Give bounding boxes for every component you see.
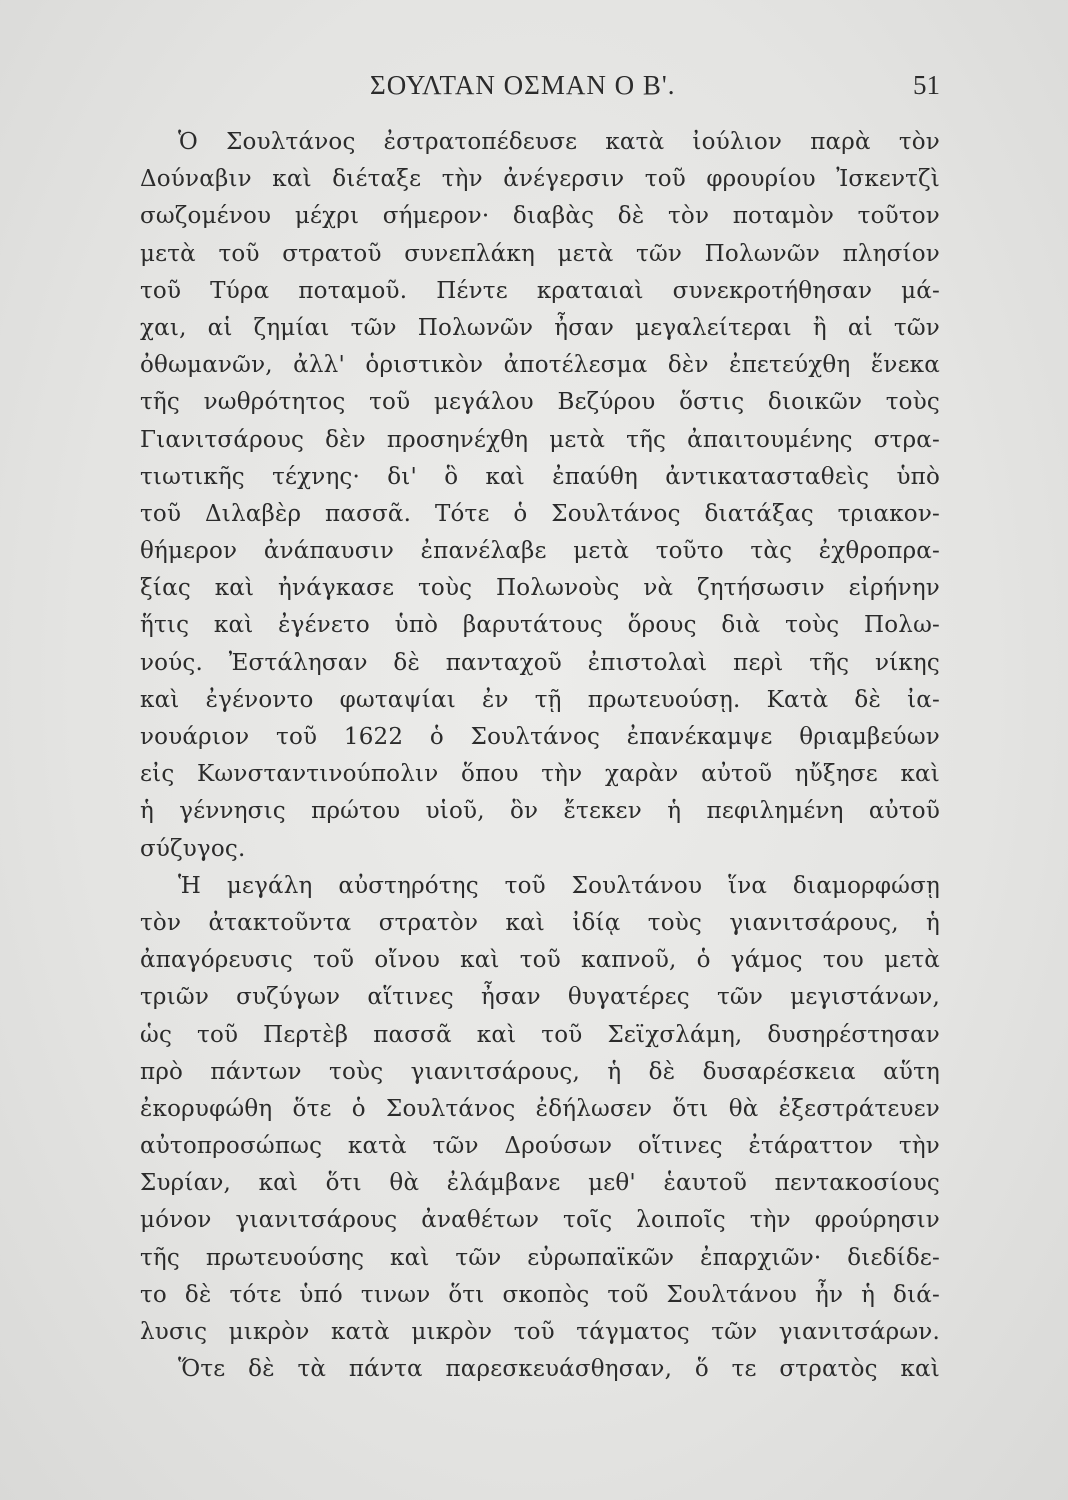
- text-line: σύζυγος.: [140, 835, 246, 862]
- text-line: Ἡ μεγάλη αὐστηρότης τοῦ Σουλτάνου ἵνα διαμορφώσῃ: [178, 872, 940, 899]
- text-line: Δούναβιν καὶ διέταξε τὴν ἀνέγερσιν τοῦ φρουρίου Ἰσκεντζὶ: [140, 166, 940, 193]
- running-title: ΣΟΥΛΤΑΝ ΟΣΜΑΝ Ο Β'.: [370, 70, 676, 100]
- text-line: θήμερον ἀνάπαυσιν ἐπανέλαβε μετὰ τοῦτο τὰς ἐχθροπρα-: [140, 538, 940, 565]
- text-line: ὀθωμανῶν, ἀλλ' ὁριστικὸν ἀποτέλεσμα δὲν ἐπετεύχθη ἕνεκα: [140, 352, 940, 379]
- text-line: ἀπαγόρευσις τοῦ οἴνου καὶ τοῦ καπνοῦ, ὁ γάμος του μετὰ: [140, 947, 940, 974]
- text-line: ἡ γέννησις πρώτου υἱοῦ, ὃν ἔτεκεν ἡ πεφιλημένη αὐτοῦ: [140, 798, 940, 825]
- text-line: πρὸ πάντων τοὺς γιανιτσάρους, ἡ δὲ δυσαρέσκεια αὕτη: [140, 1058, 940, 1085]
- text-line: Ὅτε δὲ τὰ πάντα παρεσκευάσθησαν, ὅ τε στρατὸς καὶ: [178, 1356, 940, 1383]
- text-line: τῆς πρωτευούσης καὶ τῶν εὐρωπαϊκῶν ἐπαρχιῶν· διεδίδε-: [140, 1244, 940, 1271]
- text-line: ἥτις καὶ ἐγένετο ὑπὸ βαρυτάτους ὅρους διὰ τοὺς Πολω-: [140, 612, 940, 639]
- text-line: λυσις μικρὸν κατὰ μικρὸν τοῦ τάγματος τῶν γιανιτσάρων.: [140, 1319, 940, 1345]
- text-line: εἰς Κωνσταντινούπολιν ὅπου τὴν χαρὰν αὐτοῦ ηὔξησε καὶ: [140, 761, 940, 788]
- text-line: τριῶν συζύγων αἵτινες ἦσαν θυγατέρες τῶν μεγιστάνων,: [140, 984, 940, 1011]
- text-line: τὸν ἀτακτοῦντα στρατὸν καὶ ἰδίᾳ τοὺς γιανιτσάρους, ἡ: [140, 909, 940, 936]
- text-line: τοῦ Διλαβὲρ πασσᾶ. Τότε ὁ Σουλτάνος διατάξας τριακον-: [140, 500, 940, 527]
- text-line: το δὲ τότε ὑπό τινων ὅτι σκοπὸς τοῦ Σουλτάνου ἦν ἡ διά-: [140, 1281, 940, 1308]
- text-line: Συρίαν, καὶ ὅτι θὰ ἐλάμβανε μεθ' ἑαυτοῦ πεντακοσίους: [140, 1170, 940, 1197]
- text-line: Γιανιτσάρους δὲν προσηνέχθη μετὰ τῆς ἀπαιτουμένης στρα-: [140, 426, 940, 453]
- text-line: ξίας καὶ ἠνάγκασε τοὺς Πολωνοὺς νὰ ζητήσωσιν εἰρήνην: [140, 575, 940, 602]
- text-line: νούς. Ἐστάλησαν δὲ πανταχοῦ ἐπιστολαὶ περὶ τῆς νίκης: [140, 649, 940, 676]
- text-line: τοῦ Τύρα ποταμοῦ. Πέντε κραταιαὶ συνεκροτήθησαν μά-: [140, 277, 940, 304]
- body-text: [140, 124, 940, 1388]
- text-line: μόνον γιανιτσάρους ἀναθέτων τοῖς λοιποῖς τὴν φρούρησιν: [140, 1207, 940, 1234]
- text-line: καὶ ἐγένοντο φωταψίαι ἐν τῇ πρωτευούσῃ. Κατὰ δὲ ἰα-: [140, 686, 940, 713]
- text-line: ἐκορυφώθη ὅτε ὁ Σουλτάνος ἐδήλωσεν ὅτι θὰ ἐξεστράτευεν: [140, 1095, 940, 1122]
- text-line: μετὰ τοῦ στρατοῦ συνεπλάκη μετὰ τῶν Πολωνῶν πλησίον: [140, 240, 940, 267]
- text-line: αὐτοπροσώπως κατὰ τῶν Δρούσων οἵτινες ἐτάραττον τὴν: [140, 1133, 940, 1160]
- text-line: χαι, αἱ ζημίαι τῶν Πολωνῶν ἦσαν μεγαλείτεραι ἢ αἱ τῶν: [140, 314, 940, 341]
- text-line: τῆς νωθρότητος τοῦ μεγάλου Βεζύρου ὅστις διοικῶν τοὺς: [140, 389, 940, 416]
- text-line: Ὁ Σουλτάνος ἐστρατοπέδευσε κατὰ ἰούλιον παρὰ τὸν: [178, 129, 940, 155]
- text-line: σωζομένου μέχρι σήμερον· διαβὰς δὲ τὸν ποταμὸν τοῦτον: [140, 203, 940, 230]
- text-line: τιωτικῆς τέχνης· δι' ὃ καὶ ἐπαύθη ἀντικατασταθεὶς ὑπὸ: [140, 463, 940, 490]
- page-header: [140, 70, 940, 110]
- page-number: 51: [913, 70, 940, 100]
- text-line: ὡς τοῦ Περτὲβ πασσᾶ καὶ τοῦ Σεϊχσλάμη, δυσηρέστησαν: [140, 1021, 940, 1048]
- text-line: νουάριον τοῦ 1622 ὁ Σουλτάνος ἐπανέκαμψε θριαμβεύων: [140, 724, 940, 750]
